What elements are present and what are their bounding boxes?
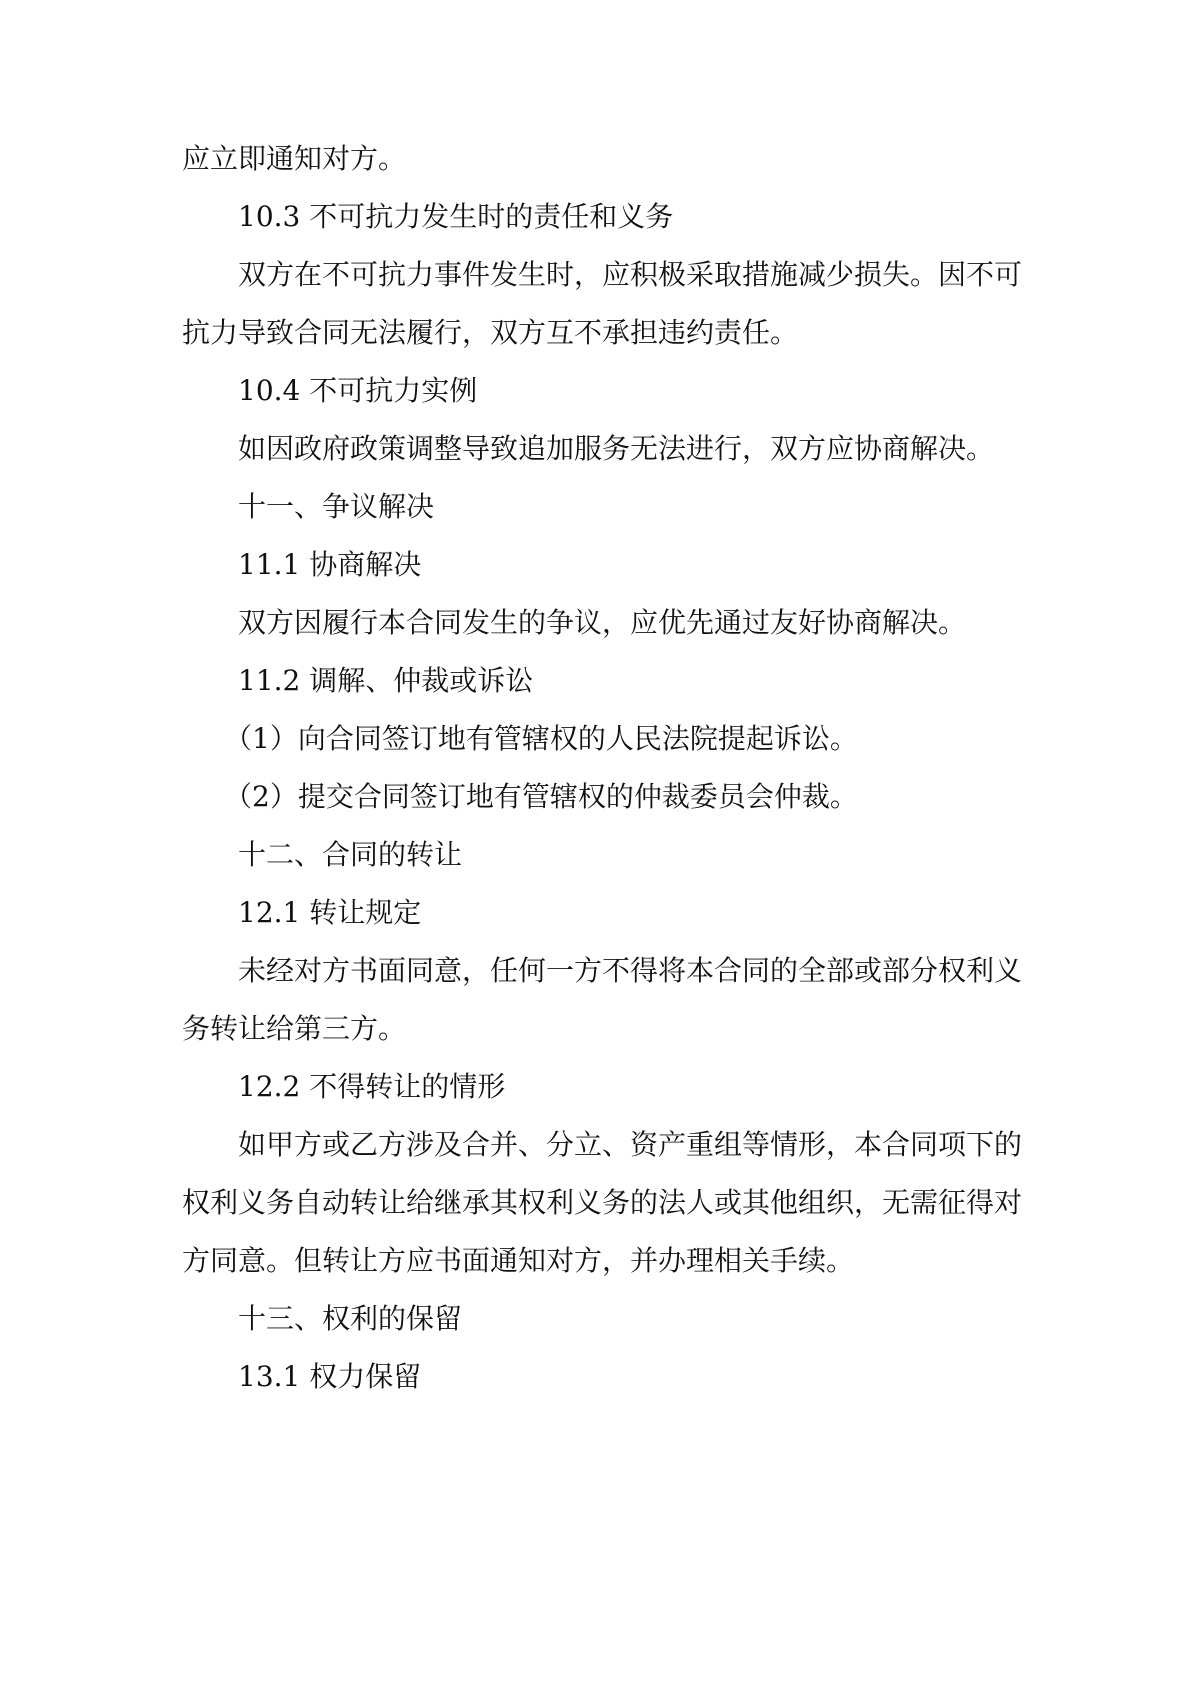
paragraph-line: 权利义务自动转让给继承其权利义务的法人或其他组织，无需征得对 (182, 1186, 1023, 1219)
section-heading: 13.1 权力保留 (238, 1360, 422, 1393)
list-item: （1）向合同签订地有管辖权的人民法院提起诉讼。 (224, 722, 858, 755)
section-heading: 12.1 转让规定 (238, 896, 422, 929)
paragraph-line: 务转让给第三方。 (182, 1012, 407, 1045)
paragraph-line: 如甲方或乙方涉及合并、分立、资产重组等情形，本合同项下的 (238, 1128, 1023, 1161)
paragraph-line: 应立即通知对方。 (182, 142, 407, 175)
chapter-heading: 十三、权利的保留 (238, 1302, 463, 1335)
section-heading: 12.2 不得转让的情形 (238, 1070, 506, 1103)
section-heading: 10.4 不可抗力实例 (238, 374, 478, 407)
list-item: （2）提交合同签订地有管辖权的仲裁委员会仲裁。 (224, 780, 858, 813)
section-heading: 10.3 不可抗力发生时的责任和义务 (238, 200, 674, 233)
section-heading: 11.1 协商解决 (238, 548, 422, 581)
section-heading: 11.2 调解、仲裁或诉讼 (238, 664, 534, 697)
paragraph-line: 未经对方书面同意，任何一方不得将本合同的全部或部分权利义 (238, 954, 1023, 987)
chapter-heading: 十一、争议解决 (238, 490, 435, 523)
paragraph-line: 双方在不可抗力事件发生时，应积极采取措施减少损失。因不可 (238, 258, 1023, 291)
paragraph-line: 如因政府政策调整导致追加服务无法进行，双方应协商解决。 (238, 432, 995, 465)
paragraph-line: 双方因履行本合同发生的争议，应优先通过友好协商解决。 (238, 606, 967, 639)
paragraph-line: 方同意。但转让方应书面通知对方，并办理相关手续。 (182, 1244, 855, 1277)
paragraph-line: 抗力导致合同无法履行，双方互不承担违约责任。 (182, 316, 799, 349)
chapter-heading: 十二、合同的转让 (238, 838, 463, 871)
